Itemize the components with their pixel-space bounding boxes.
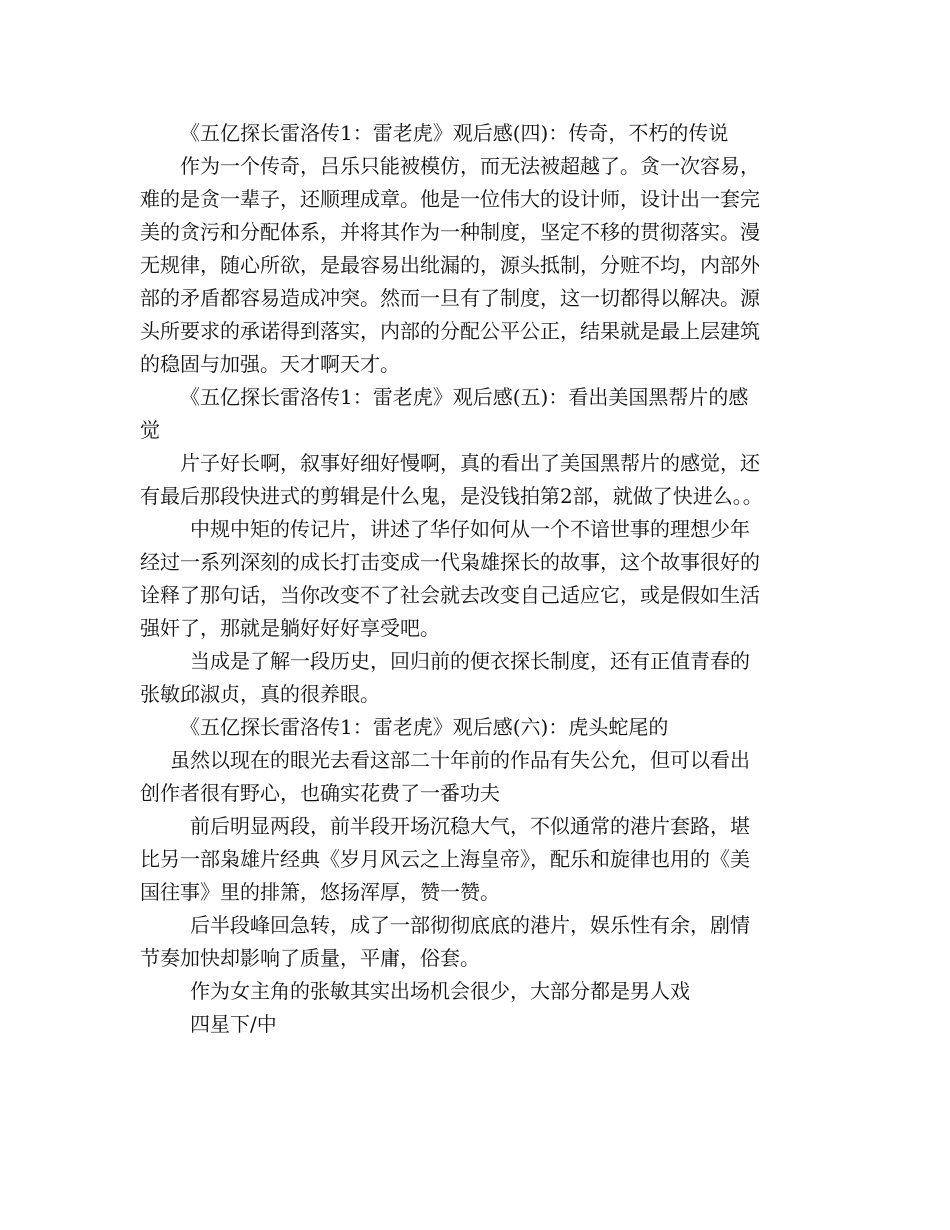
- paragraph-line: 创作者很有野心，也确实花费了一番功夫: [140, 781, 500, 805]
- paragraph-line: 国往事》里的排箫，悠扬浑厚，赞一赞。: [140, 880, 500, 904]
- paragraph-line: 难的是贪一辈子，还顺理成章。他是一位伟大的设计师，设计出一套完: [140, 187, 760, 211]
- section-heading-5: 《五亿探长雷洛传1：雷老虎》观后感(五)：看出美国黑帮片的感: [180, 385, 749, 409]
- paragraph-line: 中规中矩的传记片，讲述了华仔如何从一个不谙世事的理想少年: [190, 517, 750, 541]
- paragraph-line: 有最后那段快进式的剪辑是什么鬼，是没钱拍第2部，就做了快进么。。: [140, 484, 763, 508]
- paragraph-line: 作为女主角的张敏其实出场机会很少，大部分都是男人戏: [190, 979, 690, 1003]
- paragraph-line: 虽然以现在的眼光去看这部二十年前的作品有失公允，但可以看出: [170, 748, 750, 772]
- paragraph-line: 节奏加快却影响了质量，平庸，俗套。: [140, 946, 480, 970]
- paragraph-line: 当成是了解一段历史，回归前的便衣探长制度，还有正值青春的: [190, 649, 750, 673]
- paragraph-line: 强奸了，那就是躺好好好享受吧。: [140, 616, 440, 640]
- paragraph-line: 前后明显两段，前半段开场沉稳大气，不似通常的港片套路，堪: [190, 814, 750, 838]
- paragraph-line: 后半段峰回急转，成了一部彻彻底底的港片，娱乐性有余，剧情: [190, 913, 750, 937]
- paragraph-line: 比另一部枭雄片经典《岁月风云之上海皇帝》，配乐和旋律也用的《美: [140, 847, 750, 871]
- section-heading-5-continued: 觉: [140, 418, 160, 442]
- paragraph-line: 部的矛盾都容易造成冲突。然而一旦有了制度，这一切都得以解决。源: [140, 286, 760, 310]
- paragraph-line: 的稳固与加强。天才啊天才。: [140, 352, 400, 376]
- paragraph-line: 美的贪污和分配体系，并将其作为一种制度，坚定不移的贯彻落实。漫: [140, 220, 760, 244]
- section-heading-4: 《五亿探长雷洛传1：雷老虎》观后感(四)：传奇，不朽的传说: [180, 121, 729, 145]
- paragraph-line: 作为一个传奇，吕乐只能被模仿，而无法被超越了。贪一次容易，: [180, 154, 760, 178]
- paragraph-line: 片子好长啊，叙事好细好慢啊，真的看出了美国黑帮片的感觉，还: [180, 451, 760, 475]
- paragraph-line: 张敏邱淑贞，真的很养眼。: [140, 682, 380, 706]
- paragraph-line: 诠释了那句话，当你改变不了社会就去改变自己适应它，或是假如生活: [140, 583, 760, 607]
- section-heading-6: 《五亿探长雷洛传1：雷老虎》观后感(六)：虎头蛇尾的: [180, 715, 669, 739]
- paragraph-line: 无规律，随心所欲，是最容易出纰漏的，源头抵制，分赃不均，内部外: [140, 253, 760, 277]
- rating-line: 四星下/中: [190, 1012, 277, 1036]
- document-body: [140, 117, 820, 1041]
- paragraph-line: 经过一系列深刻的成长打击变成一代枭雄探长的故事，这个故事很好的: [140, 550, 760, 574]
- paragraph-line: 头所要求的承诺得到落实，内部的分配公平公正，结果就是最上层建筑: [140, 319, 760, 343]
